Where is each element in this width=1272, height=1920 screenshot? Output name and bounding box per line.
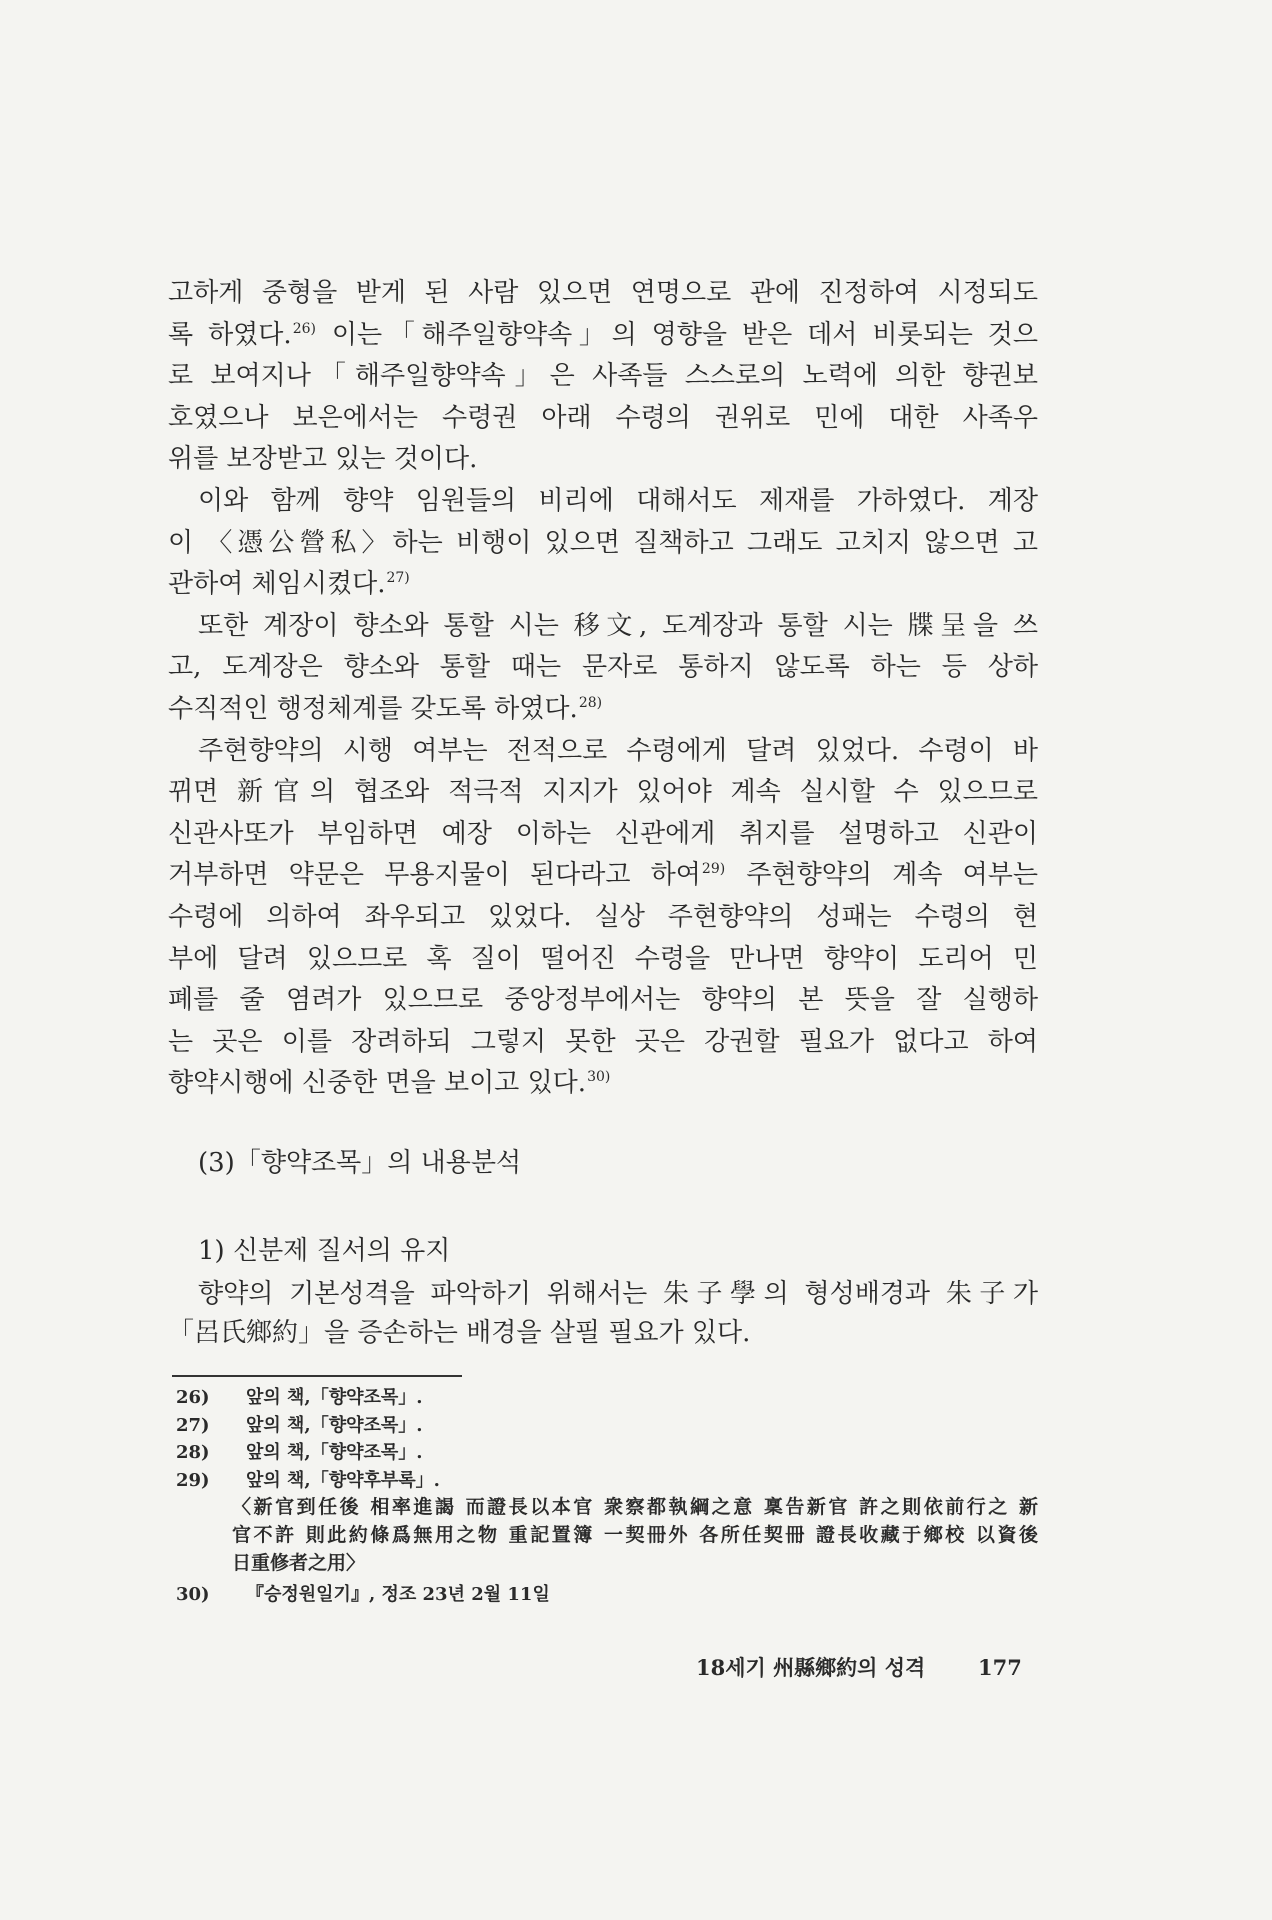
body-line: 는 곳은 이를 장려하되 그렇지 못한 곳은 강권할 필요가 없다고 하여 xyxy=(168,1026,1038,1057)
footnote-text: 앞의 책,「향약조목」. xyxy=(246,1442,423,1464)
body-line: 부에 달려 있으므로 혹 질이 떨어진 수령을 만나면 향약이 도리어 민 xyxy=(168,943,1038,974)
body-line: 주현향약의 시행 여부는 전적으로 수령에게 달려 있었다. 수령이 바 xyxy=(198,735,1038,766)
body-line: 향약의 기본성격을 파악하기 위해서는 朱子學의 형성배경과 朱子가 xyxy=(198,1279,1038,1309)
body-line: 수령에 의하여 좌우되고 있었다. 실상 주현향약의 성패는 수령의 현 xyxy=(168,901,1038,932)
body-line: 로 보여지나「해주일향약속」은 사족들 스스로의 노력에 의한 향권보 xyxy=(168,361,1038,392)
paragraph xyxy=(168,273,1038,481)
footnote xyxy=(176,1439,1038,1467)
body-line: 폐를 줄 염려가 있으므로 중앙정부에서는 향약의 본 뜻을 잘 실행하 xyxy=(168,985,1038,1016)
footnote-ref: 29) xyxy=(701,861,726,878)
quote-line: 〈新官到任後 相率進謁 而證長以本官 衆察都執綱之意 稟告新官 許之則依前行之 新 xyxy=(232,1496,1038,1519)
body-line: 호였으나 보은에서는 수령권 아래 수령의 권위로 민에 대한 사족우 xyxy=(168,402,1038,433)
paragraph xyxy=(168,731,1038,1105)
footnote-ref: 26) xyxy=(292,320,316,337)
footnote-ref: 28) xyxy=(578,694,603,711)
footnote-number: 27) xyxy=(176,1414,210,1436)
body-text xyxy=(168,273,1038,1105)
footnote-number: 30) xyxy=(176,1584,210,1606)
quote-line: 官不許 則此約條爲無用之物 重記置簿 一契冊外 各所任契冊 證長收藏于鄉校 以資後 xyxy=(232,1523,1038,1546)
body-line: 또한 계장이 향소와 통할 시는 移文, 도계장과 통할 시는 牒呈을 쓰 xyxy=(198,610,1038,641)
body-line xyxy=(168,1063,1038,1105)
body-line xyxy=(168,689,1038,731)
footnotes xyxy=(176,1384,1038,1609)
footnote-text: 앞의 책,「향약조목」. xyxy=(246,1387,423,1408)
subsection-heading: 1) 신분제 질서의 유지 xyxy=(198,1236,451,1266)
footnote-text: 앞의 책,「향약조목」. xyxy=(246,1414,423,1436)
line-text: 향약시행에 신중한 면을 보이고 있다. xyxy=(168,1068,587,1099)
body-line: 신관사또가 부임하면 예장 이하는 신관에게 취지를 설명하고 신관이 xyxy=(168,818,1038,849)
footnote-ref: 27) xyxy=(386,570,410,587)
body-line: 뀌면 新官의 협조와 적극적 지지가 있어야 계속 실시할 수 있으므로 xyxy=(168,777,1038,808)
line-text: 거부하면 약문은 무용지물이 된다라고 하여 xyxy=(168,860,701,891)
footnote-text: 『승정원일기』, 정조 23년 2월 11일 xyxy=(246,1584,550,1606)
body-line: 「呂氏鄉約」을 증손하는 배경을 살필 필요가 있다. xyxy=(168,1318,751,1348)
body-line: 이와 함께 향약 임원들의 비리에 대해서도 제재를 가하였다. 계장 xyxy=(198,485,1038,516)
line-text: 주현향약의 계속 여부는 xyxy=(726,860,1038,891)
section-heading: (3)「향약조목」의 내용분석 xyxy=(198,1148,522,1178)
body-line: 위를 보장받고 있는 것이다. xyxy=(168,444,478,475)
line-text: 관하여 체임시켰다. xyxy=(168,569,386,600)
section-paragraph xyxy=(168,1275,1038,1353)
footnote-number: 26) xyxy=(176,1387,210,1408)
paragraph xyxy=(168,481,1038,606)
line-text: 록 하였다. xyxy=(168,319,292,350)
line-text: 이는「해주일향약속」의 영향을 받은 데서 비롯되는 것으 xyxy=(316,319,1038,350)
footnote-number: 28) xyxy=(176,1442,210,1464)
footnote xyxy=(176,1384,1038,1412)
body-line xyxy=(168,855,1038,897)
footnote xyxy=(176,1412,1038,1440)
page-number: 177 xyxy=(978,1655,1022,1680)
footnote xyxy=(176,1581,1038,1609)
footnote-separator xyxy=(172,1375,462,1377)
body-line xyxy=(168,315,1038,357)
body-line xyxy=(168,564,1038,606)
line-text: 수직적인 행정체계를 갖도록 하였다. xyxy=(168,693,578,724)
body-line: 고, 도계장은 향소와 통할 때는 문자로 통하지 않도록 하는 등 상하 xyxy=(168,652,1038,683)
paragraph xyxy=(168,606,1038,731)
footnote xyxy=(176,1467,1038,1495)
running-title: 18세기 州縣鄉約의 성격 xyxy=(696,1655,926,1680)
body-line: 고하게 중형을 받게 된 사람 있으면 연명으로 관에 진정하여 시정되도 xyxy=(168,278,1038,308)
footnote-ref: 30) xyxy=(587,1069,611,1086)
quote-line: 日重修者之用〉 xyxy=(232,1551,366,1574)
footnote-quote xyxy=(232,1494,1038,1577)
body-line: 이 〈憑公營私〉하는 비행이 있으면 질책하고 그래도 고치지 않으면 고 xyxy=(168,527,1038,558)
footnote-text: 앞의 책,「향약후부록」. xyxy=(246,1469,440,1491)
footnote-number: 29) xyxy=(176,1469,210,1491)
